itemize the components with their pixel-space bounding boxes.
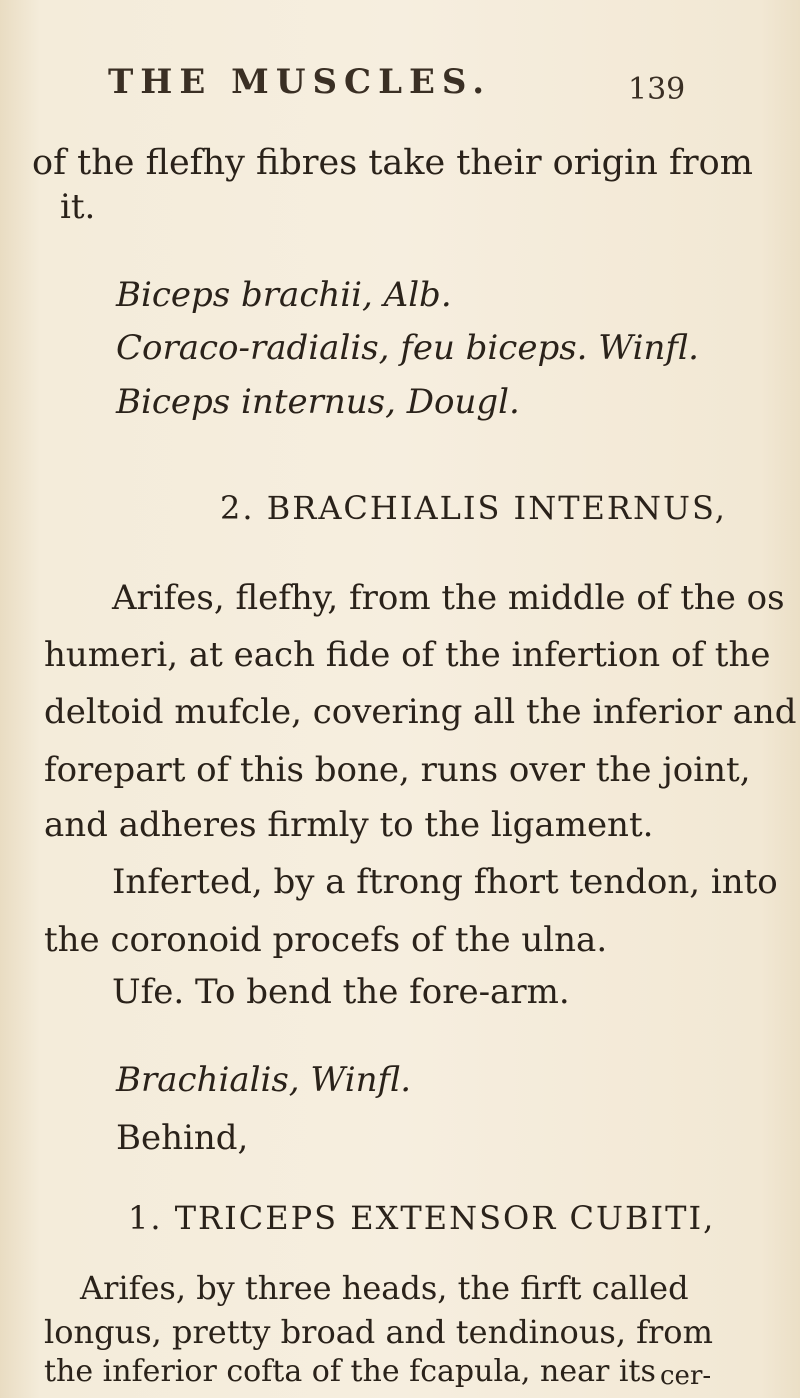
section-heading: 1. TRICEPS EXTENSOR CUBITI, [128, 1199, 716, 1237]
body-line: Arifes, flefhy, from the middle of the os [112, 578, 785, 618]
body-line: the coronoid procefs of the ulna. [44, 920, 608, 960]
catchword: cer- [660, 1361, 712, 1391]
catchword-line [0, 1356, 800, 1396]
body-line: forepart of this bone, runs over the joint, [44, 750, 751, 790]
body-line: it. [60, 187, 96, 227]
page-number: 139 [628, 72, 686, 107]
body-line: humeri, at each fide of the infertion of the [44, 635, 771, 675]
body-line: Arifes, by three heads, the firft called [80, 1269, 689, 1307]
section-heading: 2. BRACHIALIS INTERNUS, [220, 489, 727, 527]
body-line: and adheres firmly to the ligament. [44, 805, 654, 845]
body-line: the inferior cofta of the fcapula, near its [44, 1354, 656, 1389]
body-line: of the flefhy fibres take their origin from [32, 143, 753, 183]
body-line: Inferted, by a ftrong fhort tendon, into [112, 862, 778, 902]
body-line: Behind, [116, 1118, 249, 1158]
body-line: Ufe. To bend the fore-arm. [112, 972, 570, 1012]
synonym-line: Biceps brachii, Alb. [116, 275, 452, 315]
synonym-line: Biceps internus, Dougl. [116, 382, 520, 422]
running-head: THE MUSCLES. [108, 62, 492, 102]
synonym-line: Brachialis, Winfl. [116, 1060, 412, 1100]
body-line: longus, pretty broad and tendinous, from [44, 1313, 713, 1351]
body-line: deltoid mufcle, covering all the inferior and [44, 692, 797, 732]
synonym-line: Coraco-radialis, feu biceps. Winfl. [116, 328, 699, 368]
